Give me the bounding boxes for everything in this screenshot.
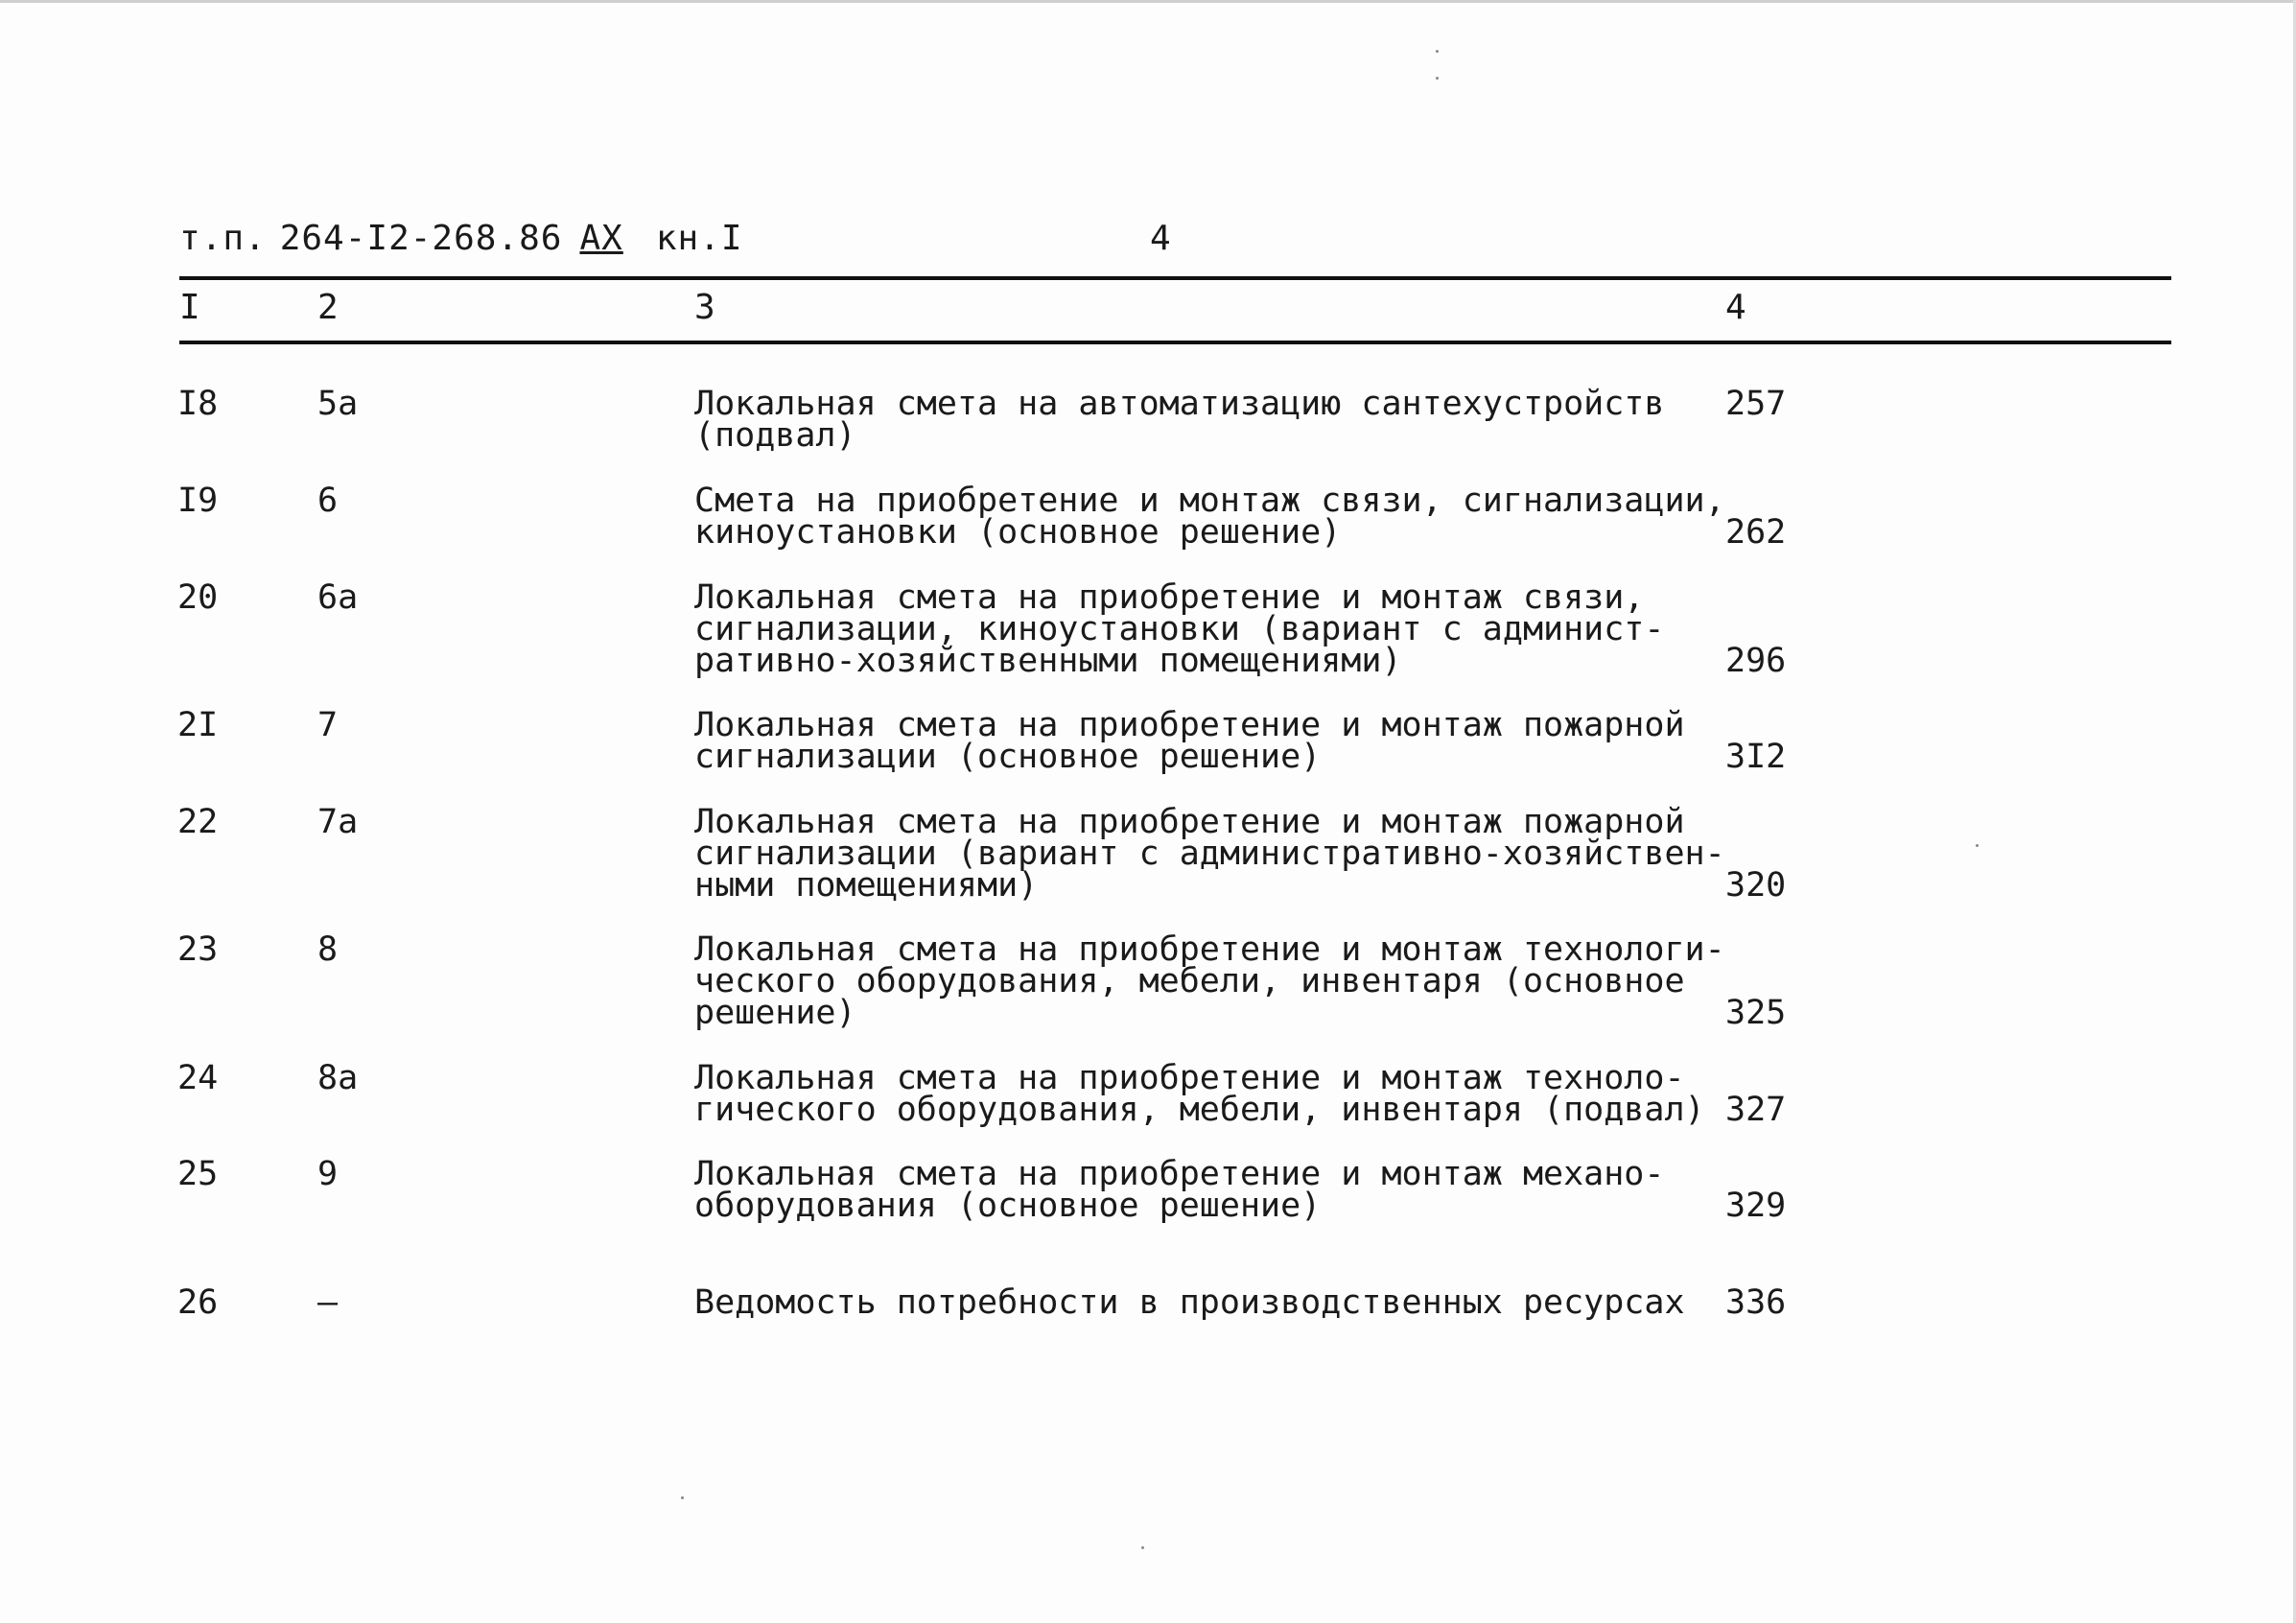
description-line: сигнализации (вариант с административно-хозяйствен- <box>694 835 1725 873</box>
page-reference: 336 <box>1725 1283 1787 1322</box>
description-line: (подвал) <box>694 416 856 455</box>
row-number: 25 <box>177 1155 219 1193</box>
page-reference: 262 <box>1725 513 1787 552</box>
row-number: 22 <box>177 803 219 841</box>
page-number: 4 <box>1150 219 1171 258</box>
column-header-4: 4 <box>1725 288 1746 327</box>
page-reference: 296 <box>1725 642 1787 680</box>
description-line: Локальная смета на приобретение и монтаж пожарной <box>694 803 1685 841</box>
column-header-2: 2 <box>317 288 339 327</box>
scan-speck <box>1141 1546 1144 1549</box>
description-line: сигнализации, киноустановки (вариант с админист- <box>694 610 1665 648</box>
scan-speck <box>1436 77 1439 80</box>
description-line: ными помещениями) <box>694 866 1039 905</box>
description-line: Локальная смета на приобретение и монтаж механо- <box>694 1155 1665 1193</box>
document-header <box>179 219 743 258</box>
description-line: сигнализации (основное решение) <box>694 738 1322 776</box>
estimate-description <box>694 1059 1705 1129</box>
scan-speck <box>681 1496 684 1499</box>
description-line: киноустановки (основное решение) <box>694 513 1342 552</box>
page-reference: 3I2 <box>1725 738 1787 776</box>
description-line: Ведомость потребности в производственных ресурсах <box>694 1283 1685 1322</box>
scan-speck <box>1436 50 1439 53</box>
description-line: оборудования (основное решение) <box>694 1187 1322 1225</box>
estimate-reference: 8а <box>317 1059 359 1097</box>
description-line: Локальная смета на приобретение и монтаж технологи- <box>694 930 1725 969</box>
page-reference: 325 <box>1725 994 1787 1032</box>
table-top-rule <box>179 276 2171 280</box>
estimate-description <box>694 1155 1665 1225</box>
header-prefix: т.п. <box>179 219 267 258</box>
description-line: Локальная смета на приобретение и монтаж пожарной <box>694 706 1685 744</box>
estimate-reference: 6 <box>317 482 339 520</box>
estimate-description <box>694 930 1725 1032</box>
header-book: кн.I <box>655 219 743 258</box>
column-header-1: I <box>179 288 200 327</box>
header-code: 264-I2-268.86 <box>279 219 563 258</box>
estimate-description <box>694 482 1725 552</box>
row-number: I8 <box>177 385 219 423</box>
estimate-description <box>694 385 1665 455</box>
table-header-rule <box>179 341 2171 344</box>
scan-edge-top <box>0 0 2296 3</box>
estimate-reference: 8 <box>317 930 339 969</box>
description-line: ческого оборудования, мебели, инвентаря (основное <box>694 962 1685 1000</box>
description-line: Локальная смета на приобретение и монтаж связи, <box>694 578 1645 617</box>
estimate-description <box>694 1283 1685 1322</box>
page-reference: 320 <box>1725 866 1787 905</box>
row-number: 20 <box>177 578 219 617</box>
estimate-reference: 5а <box>317 385 359 423</box>
estimate-reference: 7а <box>317 803 359 841</box>
row-number: 2I <box>177 706 219 744</box>
description-line: решение) <box>694 994 856 1032</box>
page-reference: 329 <box>1725 1187 1787 1225</box>
estimate-description <box>694 706 1685 776</box>
row-number: 26 <box>177 1283 219 1322</box>
estimate-reference: 9 <box>317 1155 339 1193</box>
row-number: 23 <box>177 930 219 969</box>
row-number: 24 <box>177 1059 219 1097</box>
estimate-description <box>694 803 1725 905</box>
page-reference: 257 <box>1725 385 1787 423</box>
description-line: ративно-хозяйственными помещениями) <box>694 642 1402 680</box>
scan-speck <box>1976 844 1979 847</box>
estimate-reference: – <box>317 1283 339 1322</box>
estimate-reference: 6а <box>317 578 359 617</box>
description-line: Локальная смета на автоматизацию сантехустройств <box>694 385 1665 423</box>
description-line: Локальная смета на приобретение и монтаж техноло- <box>694 1059 1685 1097</box>
page-reference: 327 <box>1725 1091 1787 1129</box>
row-number: I9 <box>177 482 219 520</box>
estimate-description <box>694 578 1665 680</box>
description-line: гического оборудования, мебели, инвентаря (подвал) <box>694 1091 1705 1129</box>
description-line: Смета на приобретение и монтаж связи, сигнализации, <box>694 482 1725 520</box>
estimate-reference: 7 <box>317 706 339 744</box>
column-header-3: 3 <box>694 288 715 327</box>
header-ax: АХ <box>579 219 623 258</box>
